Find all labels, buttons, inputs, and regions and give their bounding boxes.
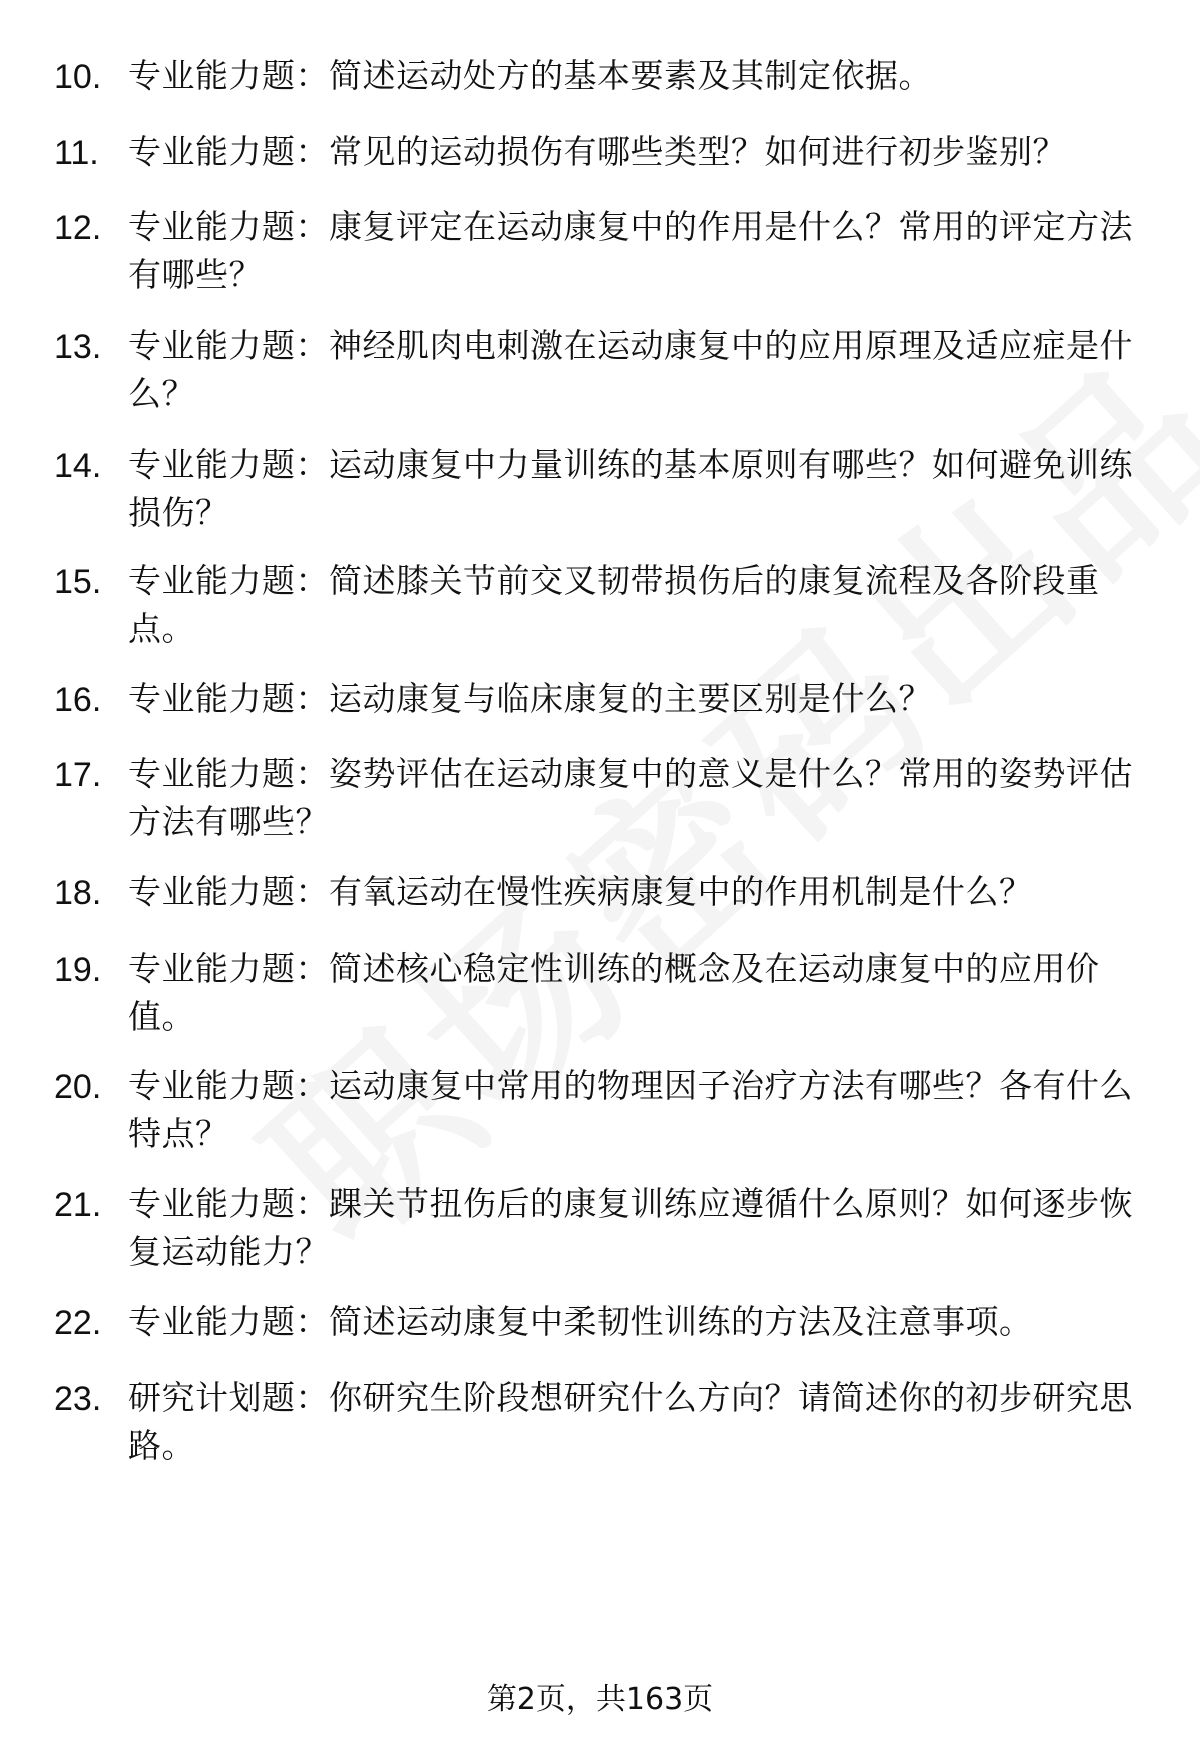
- question-number: 10.: [54, 58, 102, 96]
- question-number: 18.: [54, 874, 102, 912]
- question-text: 专业能力题：姿势评估在运动康复中的意义是什么？常用的姿势评估方法有哪些？: [128, 754, 1133, 841]
- question-number: 21.: [54, 1186, 102, 1224]
- question-number: 19.: [54, 951, 102, 989]
- question-text: 专业能力题：踝关节扭伤后的康复训练应遵循什么原则？如何逐步恢复运动能力？: [128, 1184, 1133, 1271]
- question-text: 专业能力题：康复评定在运动康复中的作用是什么？常用的评定方法有哪些？: [128, 207, 1133, 294]
- question-number: 14.: [54, 447, 102, 485]
- question-text: 专业能力题：简述核心稳定性训练的概念及在运动康复中的应用价值。: [128, 949, 1100, 1036]
- question-text: 专业能力题：神经肌肉电刺激在运动康复中的应用原理及适应症是什么？: [128, 326, 1133, 413]
- question-number: 22.: [54, 1304, 102, 1342]
- question-text: 专业能力题：简述运动康复中柔韧性训练的方法及注意事项。: [128, 1302, 1033, 1341]
- question-number: 13.: [54, 328, 102, 366]
- question-number: 23.: [54, 1380, 102, 1418]
- question-number: 12.: [54, 209, 102, 247]
- question-number: 16.: [54, 681, 102, 719]
- question-text: 专业能力题：运动康复中常用的物理因子治疗方法有哪些？各有什么特点？: [128, 1066, 1133, 1153]
- question-text: 专业能力题：简述膝关节前交叉韧带损伤后的康复流程及各阶段重点。: [128, 561, 1100, 648]
- question-text: 研究计划题：你研究生阶段想研究什么方向？请简述你的初步研究思路。: [128, 1378, 1133, 1465]
- question-number: 20.: [54, 1068, 102, 1106]
- question-text: 专业能力题：有氧运动在慢性疾病康复中的作用机制是什么？: [128, 872, 1033, 911]
- question-number: 11.: [54, 134, 99, 172]
- page-number-footer: 第2页，共163页: [486, 1682, 714, 1717]
- question-text: 专业能力题：运动康复中力量训练的基本原则有哪些？如何避免训练损伤？: [128, 445, 1133, 532]
- question-number: 15.: [54, 563, 102, 601]
- question-text: 专业能力题：常见的运动损伤有哪些类型？如何进行初步鉴别？: [128, 132, 1066, 171]
- question-number: 17.: [54, 756, 102, 794]
- question-text: 专业能力题：运动康复与临床康复的主要区别是什么？: [128, 679, 932, 718]
- question-text: 专业能力题：简述运动处方的基本要素及其制定依据。: [128, 56, 932, 95]
